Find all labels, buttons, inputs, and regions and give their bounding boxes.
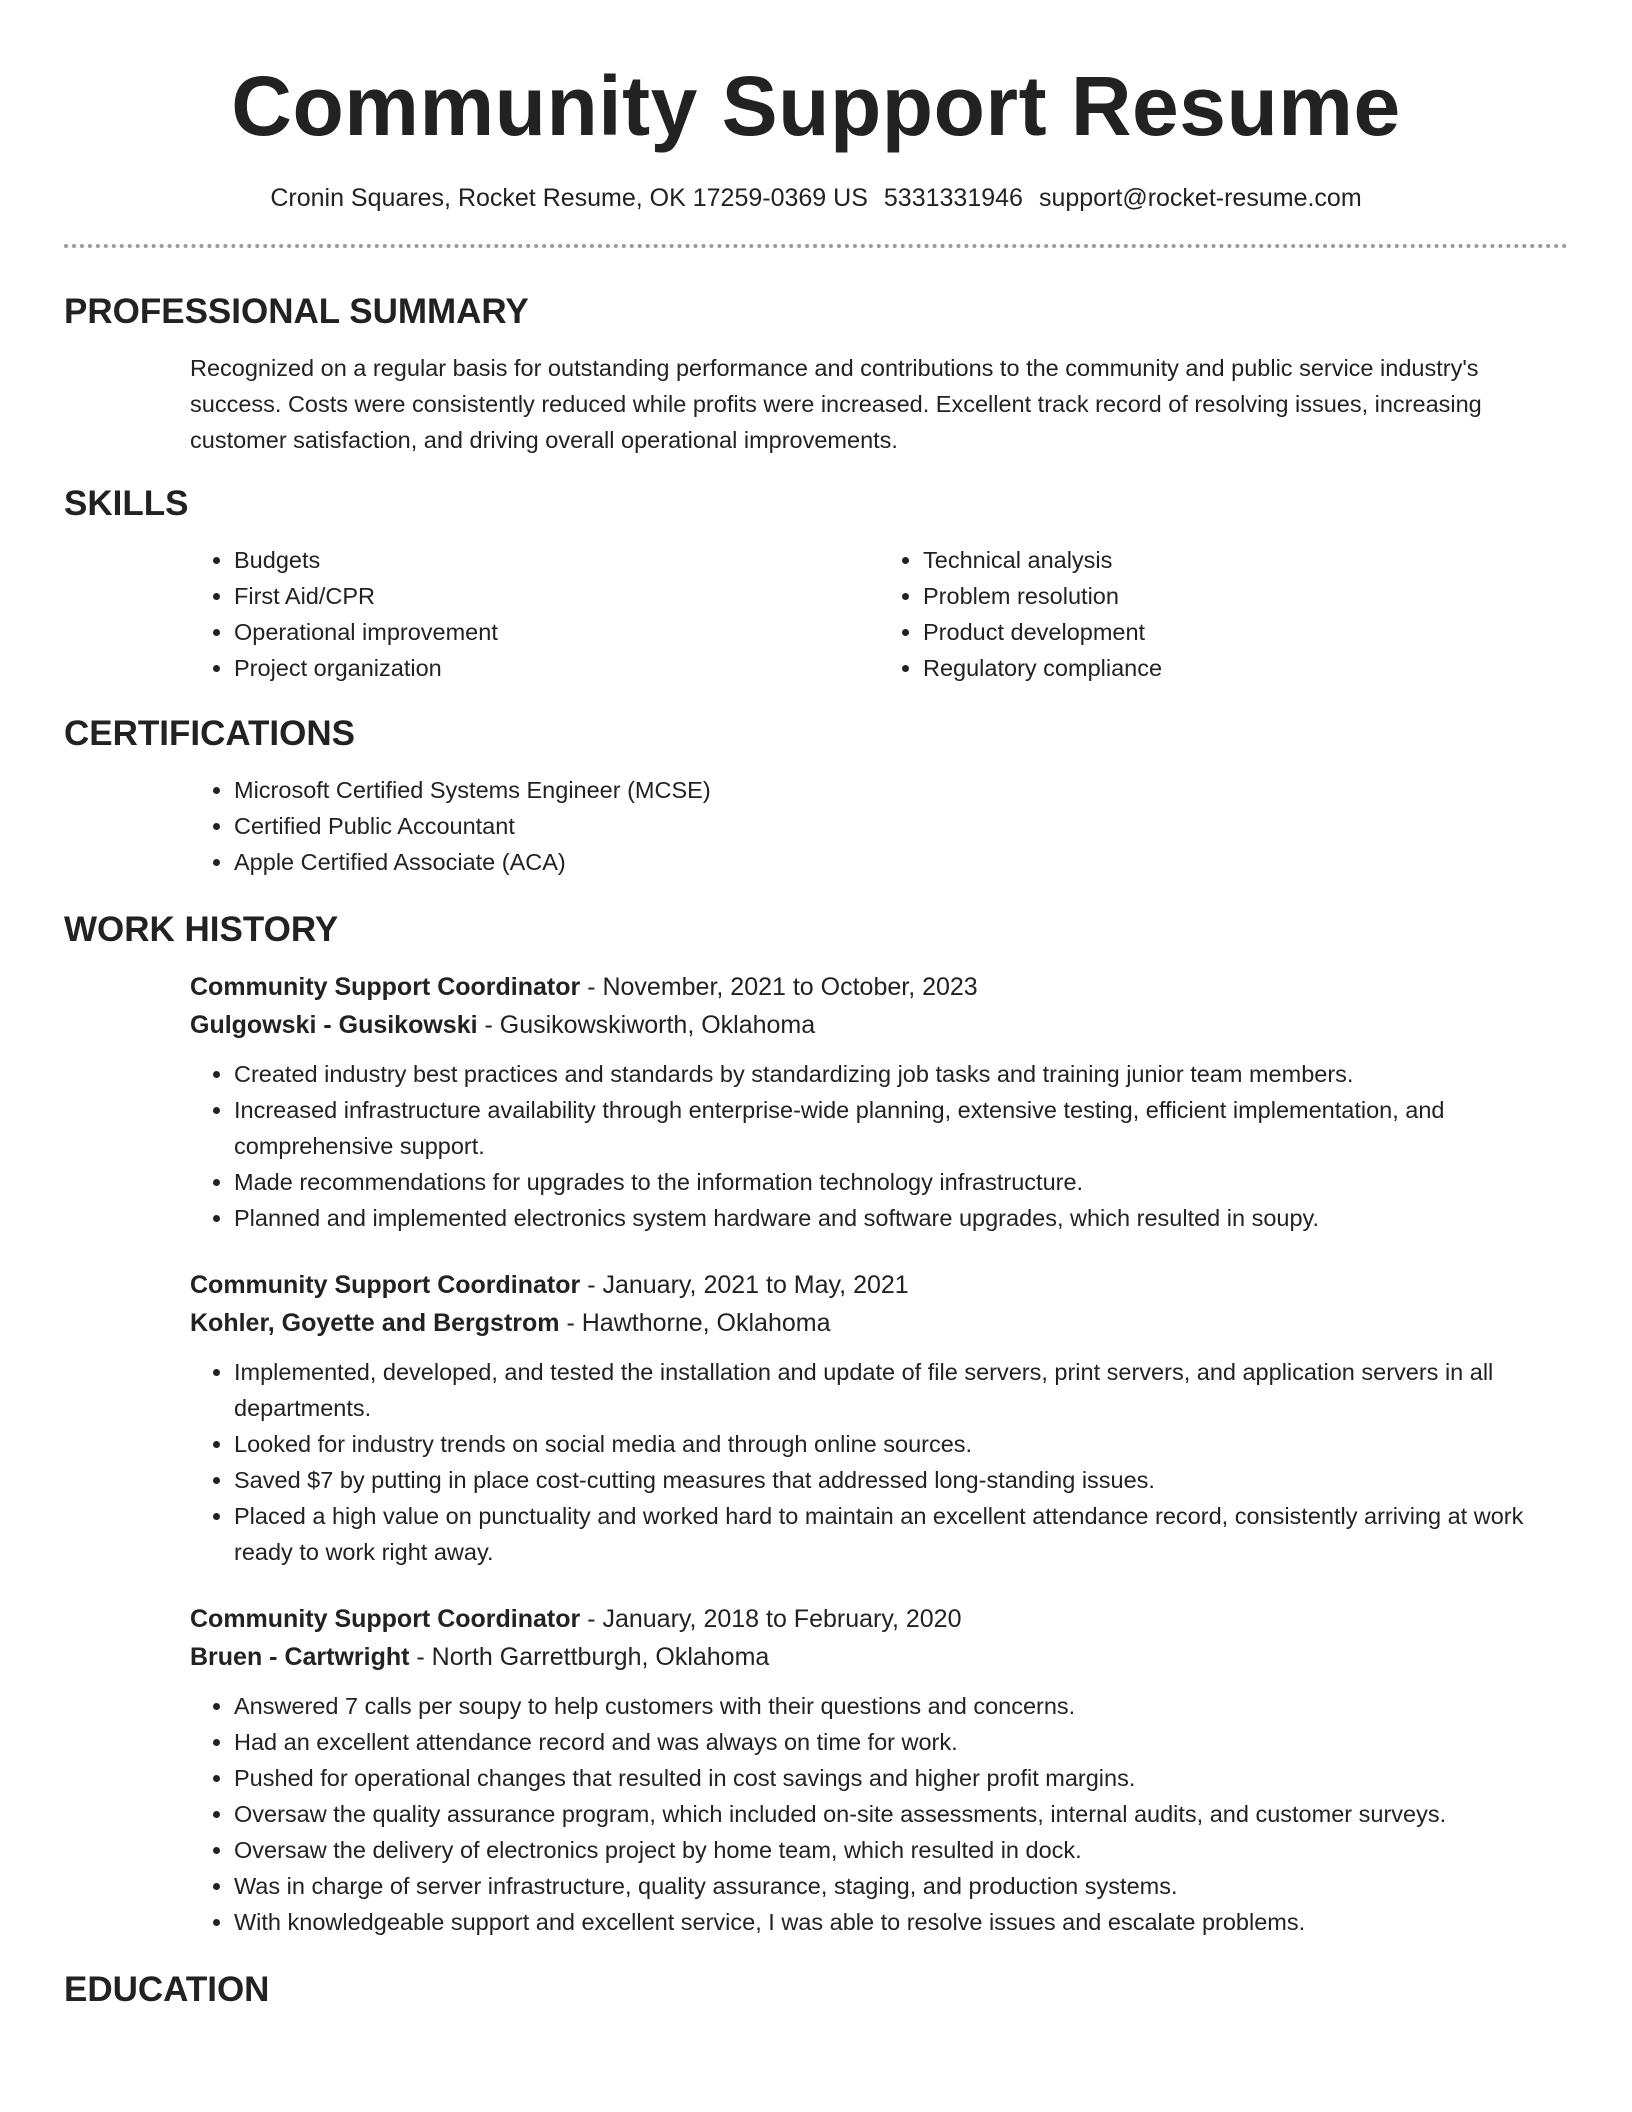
job-bullet: • Saved $7 by putting in place cost-cutting measures that addressed long-standing issues.	[234, 1462, 1568, 1498]
job-bullets	[190, 1688, 1568, 1940]
skills-list-left	[190, 542, 879, 686]
skill-item: • Problem resolution	[923, 578, 1568, 614]
job-company-line	[190, 1304, 1568, 1342]
section-title-summary: PROFESSIONAL SUMMARY	[64, 292, 529, 331]
education-section	[64, 1970, 1568, 2010]
contact-phone: 5331331946	[883, 184, 1023, 212]
job-location: - North Garrettburgh, Oklahoma	[409, 1643, 770, 1671]
contact-address: Cronin Squares, Rocket Resume, OK 17259-0369 US	[270, 184, 868, 212]
job-dates: - January, 2021 to May, 2021	[580, 1271, 909, 1299]
job-company: Kohler, Goyette and Bergstrom	[190, 1309, 560, 1337]
job-bullet: • Looked for industry trends on social media and through online sources.	[234, 1426, 1568, 1462]
job-role-line	[190, 968, 1568, 1006]
job-bullet: • Made recommendations for upgrades to the information technology infrastructure.	[234, 1164, 1568, 1200]
job-bullet: • Was in charge of server infrastructure, quality assurance, staging, and production systems.	[234, 1868, 1568, 1904]
certification-item: • Apple Certified Associate (ACA)	[234, 844, 1568, 880]
resume-title: Community Support Resume	[231, 59, 1401, 153]
certifications-list	[190, 772, 1568, 880]
job-bullet: • Created industry best practices and standards by standardizing job tasks and training junior team members.	[234, 1056, 1568, 1092]
job-bullets	[190, 1354, 1568, 1570]
header-divider	[64, 244, 1568, 248]
skill-item: • Regulatory compliance	[923, 650, 1568, 686]
job-entry	[190, 968, 1568, 1236]
certification-item: • Microsoft Certified Systems Engineer (MCSE)	[234, 772, 1568, 808]
job-role: Community Support Coordinator	[190, 973, 581, 1001]
job-location: - Hawthorne, Oklahoma	[559, 1309, 831, 1337]
job-dates: - November, 2021 to October, 2023	[580, 973, 978, 1001]
resume-header	[64, 0, 1568, 214]
job-role-line	[190, 1266, 1568, 1304]
job-entry	[190, 1600, 1568, 1940]
summary-section	[64, 292, 1568, 458]
job-bullet: • Answered 7 calls per soupy to help customers with their questions and concerns.	[234, 1688, 1568, 1724]
skill-item: • Operational improvement	[234, 614, 879, 650]
job-company-line	[190, 1006, 1568, 1044]
skill-item: • Project organization	[234, 650, 879, 686]
skills-section	[64, 484, 1568, 686]
job-role: Community Support Coordinator	[190, 1271, 581, 1299]
job-dates: - January, 2018 to February, 2020	[580, 1605, 962, 1633]
job-company: Gulgowski - Gusikowski	[190, 1011, 478, 1039]
skills-grid	[190, 542, 1568, 686]
job-bullet: • With knowledgeable support and excellent service, I was able to resolve issues and escalate problems.	[234, 1904, 1568, 1940]
section-title-certifications: CERTIFICATIONS	[64, 714, 356, 753]
job-bullet: • Increased infrastructure availability through enterprise-wide planning, extensive testing, efficient implementation, and comprehensive support.	[234, 1092, 1568, 1164]
summary-body	[190, 350, 1568, 458]
job-bullet: • Planned and implemented electronics system hardware and software upgrades, which resulted in soupy.	[234, 1200, 1568, 1236]
skill-item: • First Aid/CPR	[234, 578, 879, 614]
job-bullets	[190, 1056, 1568, 1236]
job-entry	[190, 1266, 1568, 1570]
contact-line	[64, 182, 1568, 214]
section-title-work-history: WORK HISTORY	[64, 910, 339, 949]
skill-item: • Budgets	[234, 542, 879, 578]
section-title-education: EDUCATION	[64, 1970, 270, 2009]
summary-text: Recognized on a regular basis for outstanding performance and contributions to the community and public service industry's success. Costs were consistently reduced while profits were increased. Excellent track record of resolving issues, increasing customer satisfaction, and driving overall operational improvements.	[190, 355, 1482, 453]
job-location: - Gusikowskiworth, Oklahoma	[477, 1011, 816, 1039]
contact-email: support@rocket-resume.com	[1038, 184, 1362, 212]
job-role-line	[190, 1600, 1568, 1638]
job-bullet: • Placed a high value on punctuality and worked hard to maintain an excellent attendance record, consistently arriving at work ready to work right away.	[234, 1498, 1568, 1570]
skill-item: • Product development	[923, 614, 1568, 650]
job-company: Bruen - Cartwright	[190, 1643, 410, 1671]
section-title-skills: SKILLS	[64, 484, 189, 523]
skills-list-right	[879, 542, 1568, 686]
job-role: Community Support Coordinator	[190, 1605, 581, 1633]
job-company-line	[190, 1638, 1568, 1676]
work-history-section	[64, 910, 1568, 1940]
work-history-body	[190, 968, 1568, 1940]
job-bullet: • Pushed for operational changes that resulted in cost savings and higher profit margins.	[234, 1760, 1568, 1796]
certification-item: • Certified Public Accountant	[234, 808, 1568, 844]
certifications-body	[190, 772, 1568, 880]
job-bullet: • Had an excellent attendance record and was always on time for work.	[234, 1724, 1568, 1760]
skills-body	[190, 542, 1568, 686]
job-bullet: • Implemented, developed, and tested the installation and update of file servers, print servers, and application servers in all departments.	[234, 1354, 1568, 1426]
job-bullet: • Oversaw the delivery of electronics project by home team, which resulted in dock.	[234, 1832, 1568, 1868]
skill-item: • Technical analysis	[923, 542, 1568, 578]
certifications-section	[64, 714, 1568, 880]
job-bullet: • Oversaw the quality assurance program, which included on-site assessments, internal audits, and customer surveys.	[234, 1796, 1568, 1832]
